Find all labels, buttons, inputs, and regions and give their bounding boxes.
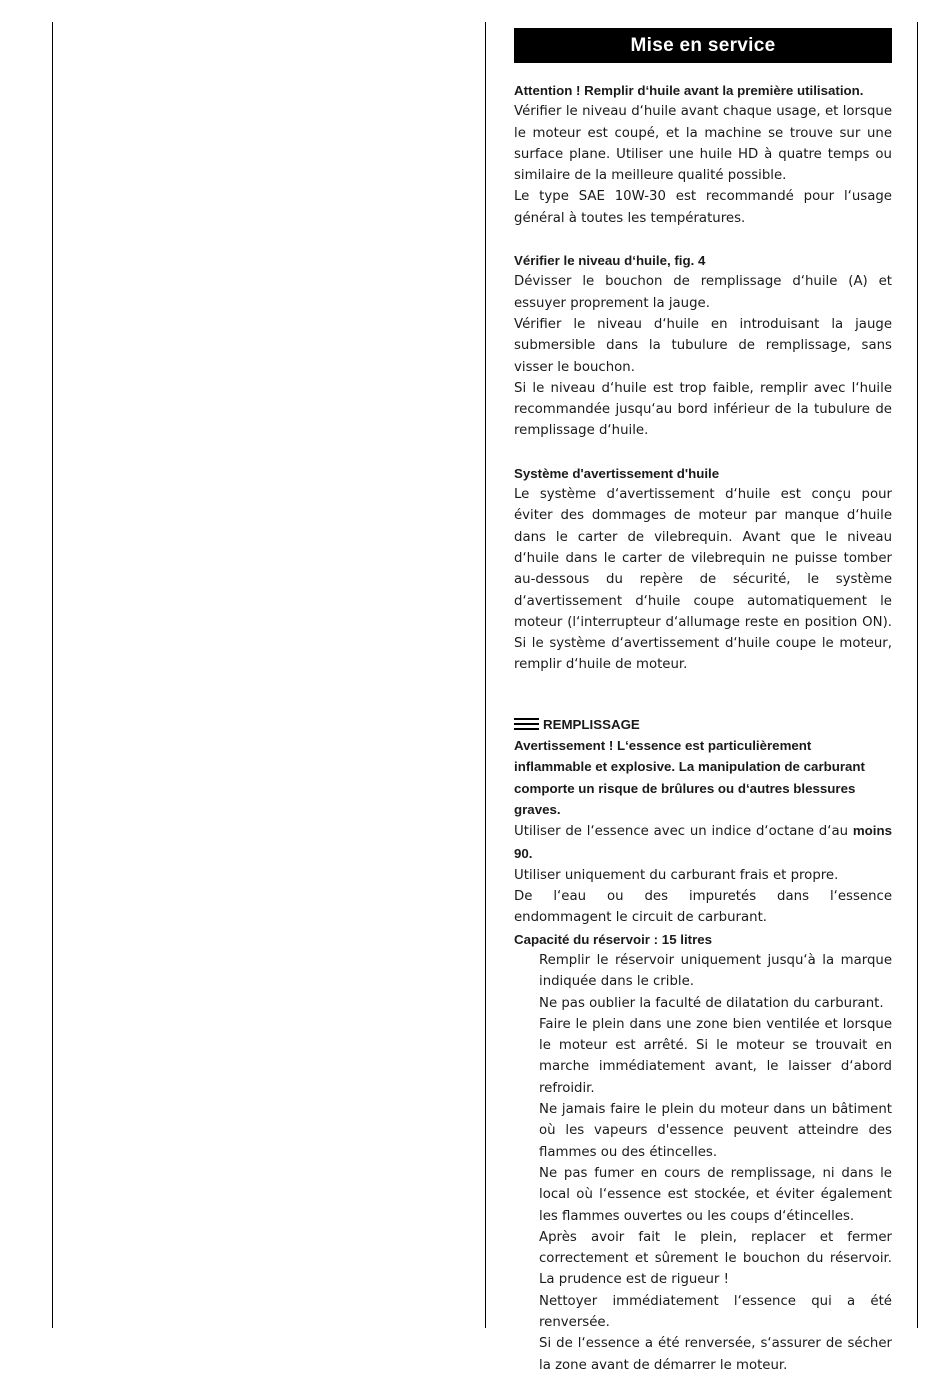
list-item: Remplir le réservoir uniquement jusqu‘à la marque indiquée dans le crible. [539,952,892,990]
oil-fill-warning: Attention ! Remplir d‘huile avant la première utilisation. [514,83,864,98]
oil-level-paragraph: Dévisser le bouchon de remplissage d‘huile (A) et essuyer proprement la jauge. [514,274,892,311]
refuel-paragraph: De l‘eau ou des impuretés dans l‘essence endommagent le circuit de carburant. [514,889,892,926]
column-divider-line [485,22,486,1328]
list-item: Ne jamais faire le plein du moteur dans un bâtiment où les vapeurs d'essence peuvent atteindre des flammes ou des étincelles. [539,1102,892,1160]
octane-paragraph [514,820,892,865]
right-column [514,28,892,1376]
list-item: Après avoir fait le plein, replacer et fermer correctement et sûrement le bouchon du réservoir. La prudence est de rigueur ! [539,1229,892,1288]
oil-level-paragraph: Vérifier le niveau d‘huile en introduisant la jauge submersible dans la tubulure de remplissage, sans visser le bouchon. [514,316,892,375]
octane-value: moins 90. [514,823,892,861]
fuel-level-icon [514,717,539,731]
right-margin-line [917,22,918,1328]
list-item: Ne pas fumer en cours de remplissage, ni dans le local où l‘essence est stockée, et éviter également les flammes ouvertes ou les coups d‘étincelles. [539,1165,892,1224]
section-title: Mise en service [514,28,892,63]
intro-paragraph: Le type SAE 10W-30 est recommandé pour l‘usage général à toutes les températures. [514,189,892,226]
oil-warning-heading: Système d'avertissement d'huile [514,465,720,481]
list-item: Nettoyer immédiatement l‘essence qui a été renversée. [539,1293,892,1331]
oil-level-paragraph: Si le niveau d‘huile est trop faible, remplir avec l‘huile recommandée jusqu‘au bord inférieur de la tubulure de remplissage d‘huile. [514,380,892,439]
list-item: Si de l‘essence a été renversée, s‘assurer de sécher la zone avant de démarrer le moteur. [539,1336,892,1373]
intro-paragraph: Vérifier le niveau d‘huile avant chaque usage, et lorsque le moteur est coupé, et la machine se trouve sur une surface plane. Utiliser une huile HD à quatre temps ou similaire de la meilleure qualité possible. [514,104,892,184]
octane-text: Utiliser de l‘essence avec un indice d‘octane d‘au [514,824,849,840]
refuel-paragraph: Utiliser uniquement du carburant frais et propre. [514,867,839,883]
list-item: Faire le plein dans une zone bien ventilée et lorsque le moteur est arrêté. Si le moteur se trouvait en marche immédiatement avant, le laisser d‘abord refroidir. [539,1016,892,1096]
refuel-warning: Avertissement ! L‘essence est particulièrement inflammable et explosive. La manipulation de carburant comporte un risque de brûlures ou d‘autres blessures graves. [514,738,865,817]
refuel-instructions-list [514,950,892,1376]
oil-level-heading: Vérifier le niveau d‘huile, fig. 4 [514,253,706,269]
left-margin-line [52,22,53,1328]
oil-warning-paragraph: Le système d‘avertissement d‘huile est conçu pour éviter des dommages de moteur par manque d‘huile dans le carter de vilebrequin. Avant que le niveau d‘huile dans le carter de vilebrequin ne puisse tomber au-dessous du repère de sécurité, le système d‘avertissement d‘huile coupe automatiquement le moteur (l‘interrupteur d‘allumage reste en position ON). Si le système d‘avertissement d‘huile coupe le moteur, remplir d‘huile de moteur. [514,487,892,673]
refuel-heading-row [514,714,892,735]
refuel-heading: REMPLISSAGE [543,716,640,732]
tank-capacity: Capacité du réservoir : 15 litres [514,931,713,947]
list-item: Ne pas oublier la faculté de dilatation du carburant. [539,995,884,1011]
